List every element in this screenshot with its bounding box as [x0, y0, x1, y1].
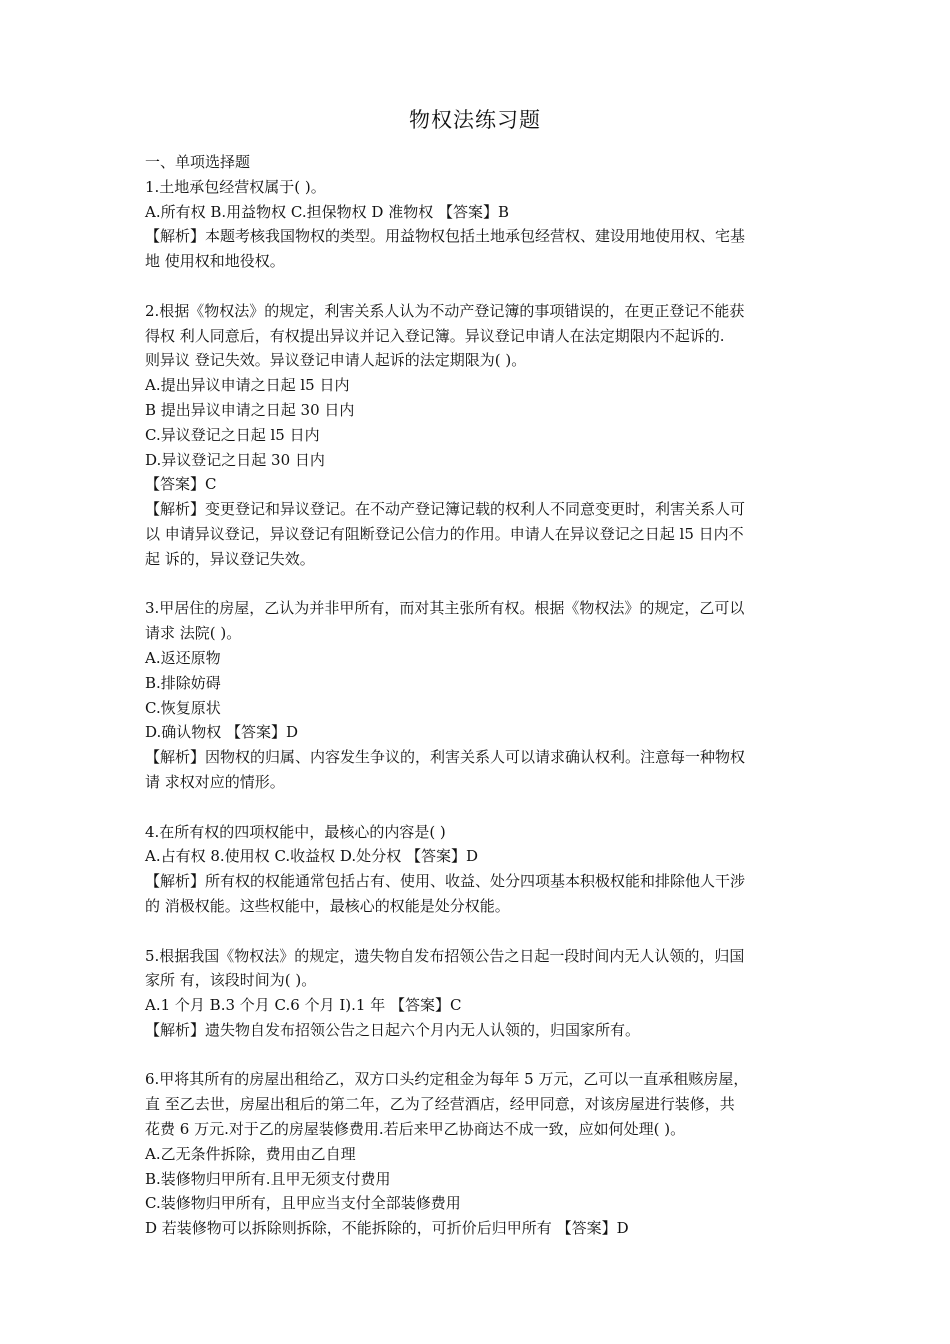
question-line: C.恢复原状 [145, 698, 221, 717]
question-line: 【解析】因物权的归属、内容发生争议的，利害关系人可以请求确认权利。注意每一种物权 [145, 748, 746, 767]
question-1 [145, 175, 810, 274]
question-line: D 若装修物可以拆除则拆除，不能拆除的，可折价后归甲所有 【答案】D [145, 1219, 629, 1238]
question-line: 2.根据《物权法》的规定，利害关系人认为不动产登记簿的事项错误的，在更正登记不能获 [145, 301, 745, 320]
question-line: 起 诉的，异议登记失效。 [145, 549, 315, 568]
question-line: 5.根据我国《物权法》的规定，遗失物自发布招领公告之日起一段时间内无人认领的，归国 [145, 946, 745, 965]
question-line: 地 使用权和地役权。 [145, 252, 285, 271]
question-line: 的 消极权能。这些权能中，最核心的权能是处分权能。 [145, 896, 510, 915]
paragraph-gap [145, 1043, 810, 1068]
question-3 [145, 596, 810, 794]
question-6 [145, 1067, 810, 1241]
question-line: A.提出异议申请之日起 l5 日内 [145, 376, 350, 395]
document-body [145, 150, 810, 1241]
question-line: A.1 个月 B.3 个月 C.6 个月 I).1 年 【答案】C [145, 996, 462, 1015]
question-line: 6.甲将其所有的房屋出租给乙，双方口头约定租金为每年 5 万元，乙可以一直承租赅房屋， [145, 1070, 749, 1089]
question-line: 得权 利人同意后，有权提出异议并记入登记簿。异议登记申请人在法定期限内不起诉的. [145, 326, 725, 345]
paragraph-gap [145, 919, 810, 944]
question-line: 【解析】本题考核我国物权的类型。用益物权包括土地承包经营权、建设用地使用权、宅基 [145, 227, 746, 246]
question-line: B 提出异议申请之日起 30 日内 [145, 400, 355, 419]
question-line: 【答案】C [145, 475, 217, 494]
question-line: 1.土地承包经营权属于( )。 [145, 177, 326, 196]
question-line: C.异议登记之日起 l5 日内 [145, 425, 320, 444]
question-line: 4.在所有权的四项权能中，最核心的内容是( ) [145, 822, 446, 841]
question-line: D.确认物权 【答案】D [145, 723, 299, 742]
question-line: 请求 法院( )。 [145, 624, 242, 643]
question-line: 【解析】遗失物自发布招领公告之日起六个月内无人认领的，归国家所有。 [145, 1020, 641, 1039]
question-line: A.所有权 B.用益物权 C.担保物权 D 准物权 【答案】B [145, 202, 509, 221]
question-5 [145, 944, 810, 1043]
paragraph-gap [145, 274, 810, 299]
question-2 [145, 299, 810, 572]
question-line: 3.甲居住的房屋，乙认为并非甲所有，而对其主张所有权。根据《物权法》的规定，乙可以 [145, 599, 745, 618]
question-line: C.装修物归甲所有，且甲应当支付全部装修费用 [145, 1194, 461, 1213]
page-title: 物权法练习题 [409, 108, 541, 132]
question-line: 则异议 登记失效。异议登记申请人起诉的法定期限为( )。 [145, 351, 527, 370]
question-line: A.返还原物 [145, 648, 221, 667]
paragraph-gap [145, 795, 810, 820]
section-heading: 一、单项选择题 [145, 153, 251, 171]
question-line: 直 至乙去世，房屋出租后的第二年，乙为了经营酒店，经甲同意，对该房屋进行装修，共 [145, 1095, 735, 1114]
question-line: 【解析】变更登记和异议登记。在不动产登记簿记载的权利人不同意变更时，利害关系人可 [145, 500, 746, 519]
question-line: B.装修物归甲所有.且甲无须支付费用 [145, 1169, 391, 1188]
question-line: 请 求权对应的情形。 [145, 772, 285, 791]
question-4 [145, 820, 810, 919]
question-line: A.占有权 8.使用权 C.收益权 D.处分权 【答案】D [145, 847, 478, 866]
question-line: D.异议登记之日起 30 日内 [145, 450, 325, 469]
question-line: 以 申请异议登记，异议登记有阻断登记公信力的作用。申请人在异议登记之日起 l5 日内不 [145, 524, 744, 543]
question-line: 家所 有，该段时间为( )。 [145, 971, 317, 990]
question-line: 花费 6 万元.对于乙的房屋装修费用.若后来甲乙协商达不成一致，应如何处理( )。 [145, 1120, 686, 1139]
question-line: 【解析】所有权的权能通常包括占有、使用、收益、处分四项基本积极权能和排除他人干涉 [145, 872, 746, 891]
question-line: A.乙无条件拆除，费用由乙自理 [145, 1144, 356, 1163]
question-line: B.排除妨碍 [145, 673, 221, 692]
paragraph-gap [145, 572, 810, 597]
